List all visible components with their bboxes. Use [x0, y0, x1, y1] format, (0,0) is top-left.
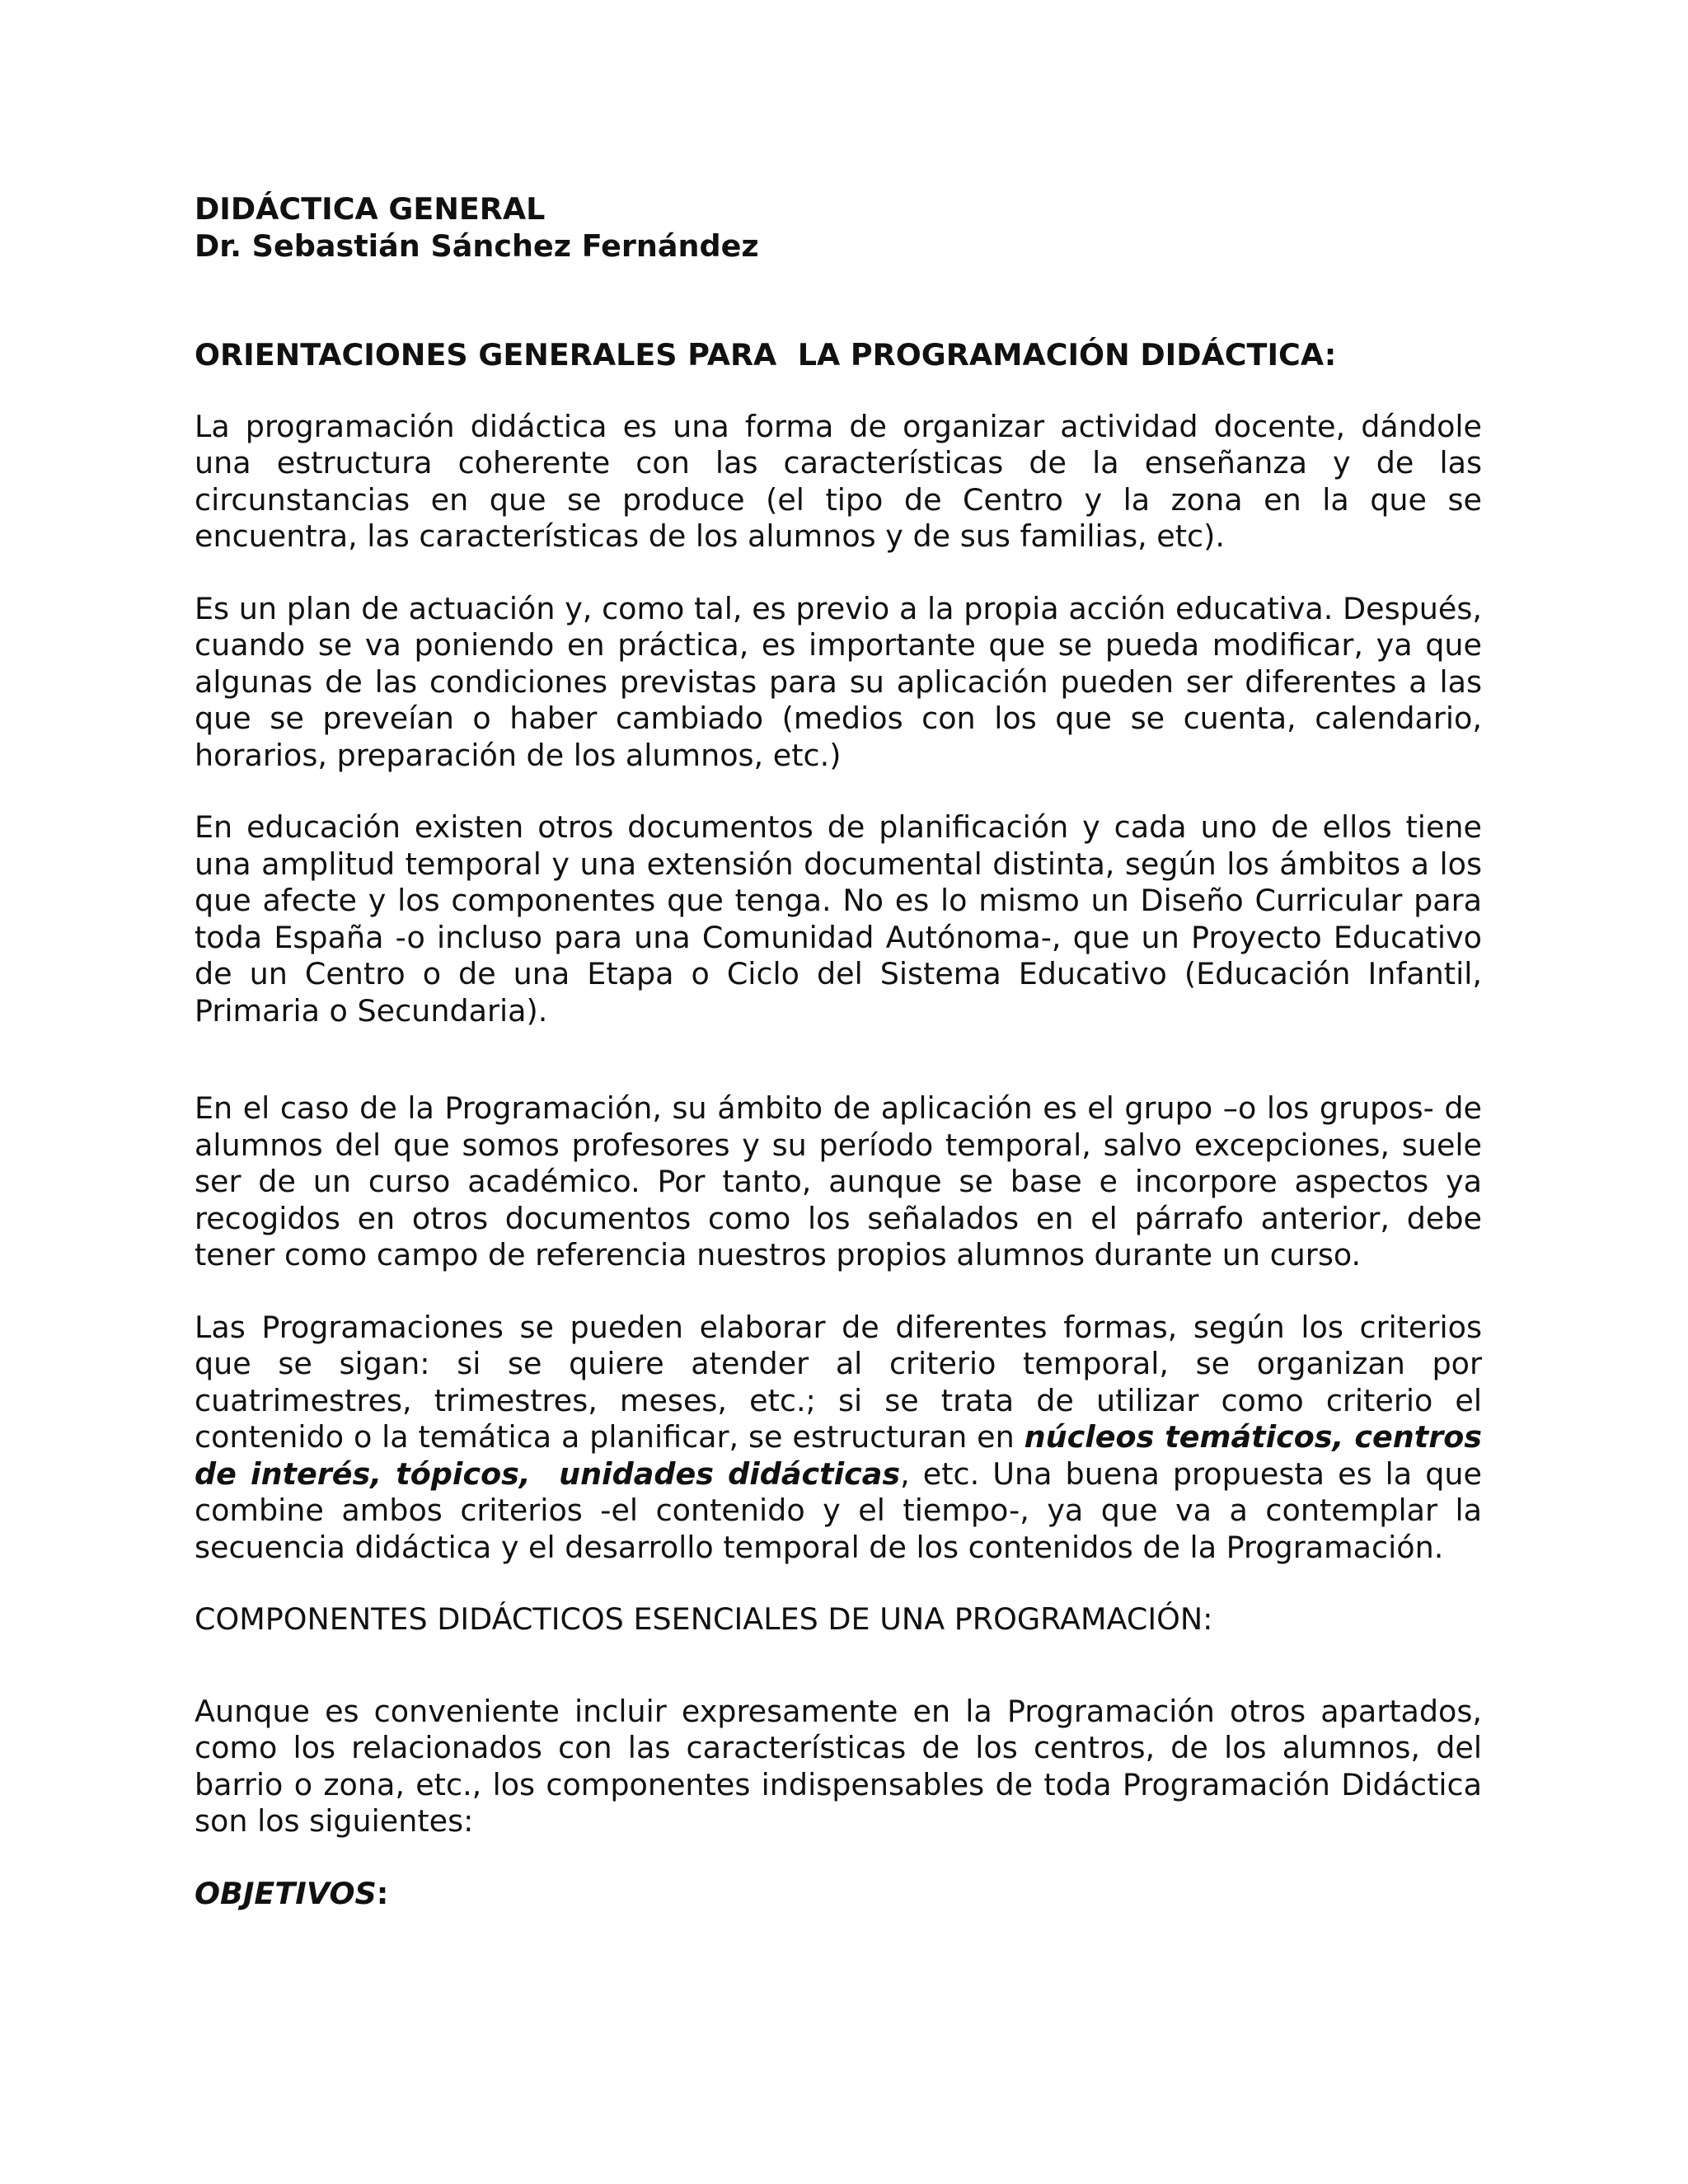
objectives-label: OBJETIVOS — [195, 1875, 377, 1911]
author-name: Dr. Sebastián Sánchez Fernández — [195, 227, 759, 264]
objectives-heading — [195, 1876, 1482, 1913]
emphasized-terms: núcleos temáticos, centros de interés, tópicos, unidades didácticas — [195, 1419, 1493, 1492]
paragraph-text-after: , etc. Una buena propuesta es la que combine ambos criterios -el contenido y el tiempo-, ya que va a contemplar la secuencia didáctica y el desarrollo temporal de los contenidos de la Programación. — [195, 1455, 1482, 1565]
section-title: ORIENTACIONES GENERALES PARA LA PROGRAMACIÓN DIDÁCTICA: — [195, 337, 1337, 373]
course-title: DIDÁCTICA GENERAL — [195, 191, 546, 227]
paragraph-essential-components: Aunque es conveniente incluir expresamente en la Programación otros apartados, como los relacionados con las características de los centros, de los alumnos, del barrio o zona, etc., los componentes indispensables de toda Programación Didáctica son los siguientes: — [195, 1693, 1482, 1839]
paragraph-programming-definition: La programación didáctica es una forma de organizar actividad docente, dándole una estructura coherente con las características de la enseñanza y de las circunstancias en que se produce (el tipo de Centro y la zona en la que se encuentra, las características de los alumnos y de sus familias, etc). — [195, 408, 1482, 554]
paragraph-scope: En el caso de la Programación, su ámbito de aplicación es el grupo –o los grupos- de alumnos del que somos profesores y su período temporal, salvo excepciones, suele ser de un curso académico. Por tanto, aunque se base e incorpore aspectos ya recogidos en otros documentos como los señalados en el párrafo anterior, debe tener como campo de referencia nuestros propios alumnos durante un curso. — [195, 1090, 1482, 1272]
paragraph-planning-documents: En educación existen otros documentos de planificación y cada uno de ellos tiene una amplitud temporal y una extensión documental distinta, según los ámbitos a los que afecte y los componentes que tenga. No es lo mismo un Diseño Curricular para toda España -o incluso para una Comunidad Autónoma-, que un Proyecto Educativo de un Centro o de una Etapa o Ciclo del Sistema Educativo (Educación Infantil, Primaria o Secundaria). — [195, 809, 1482, 1029]
paragraph-text-before: Las Programaciones se pueden elaborar de diferentes formas, según los criterios que se sigan: si se quiere atender al criterio temporal, se organizan por cuatrimestres, trimestres, meses, etc.; si se trata de utilizar como criterio el contenido o la temática a planificar, se estructuran en — [195, 1309, 1482, 1455]
paragraph-programming-forms — [195, 1309, 1493, 1567]
objectives-colon: : — [376, 1875, 389, 1911]
paragraph-action-plan: Es un plan de actuación y, como tal, es previo a la propia acción educativa. Después, cuando se va poniendo en práctica, es importante que se pueda modificar, ya que algunas de las condiciones previstas para su aplicación pueden ser diferentes a las que se preveían o haber cambiado (medios con los que se cuenta, calendario, horarios, preparación de los alumnos, etc.) — [195, 590, 1482, 773]
components-heading: COMPONENTES DIDÁCTICOS ESENCIALES DE UNA PROGRAMACIÓN: — [195, 1601, 1213, 1637]
document-body — [195, 191, 1493, 1912]
